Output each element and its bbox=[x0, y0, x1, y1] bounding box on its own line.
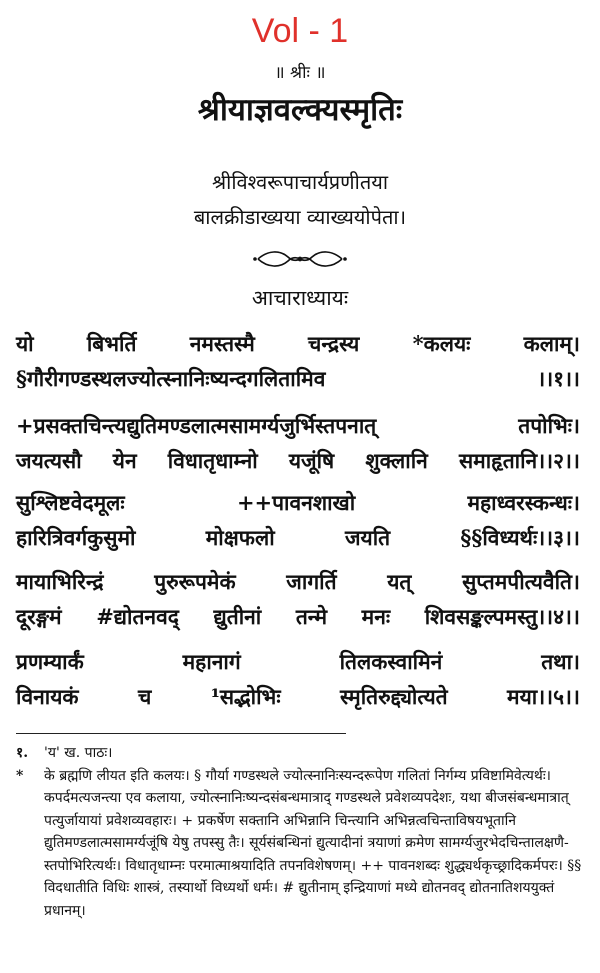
word: महाध्वरस्कन्धः। bbox=[467, 490, 580, 515]
page-title: श्रीयाज्ञवल्क्यस्मृतिः bbox=[197, 92, 403, 128]
word: मया।।५।। bbox=[507, 684, 580, 709]
word: च bbox=[137, 684, 152, 709]
verse-line bbox=[16, 326, 580, 361]
word: येन bbox=[112, 448, 137, 473]
word: *कलयः bbox=[412, 331, 471, 356]
word: विधातृधाम्नो bbox=[167, 448, 258, 473]
word: दूरङ्गमं bbox=[16, 604, 62, 629]
word: समाहृतानि।।२।। bbox=[458, 448, 580, 473]
word: मोक्षफलो bbox=[205, 525, 275, 550]
word: जयति bbox=[344, 525, 391, 550]
word: स्मृतिरुद्द्योत्यते bbox=[340, 684, 448, 709]
word: यजूंषि bbox=[288, 448, 335, 473]
word: सुप्तमपीत्यवैति। bbox=[462, 569, 580, 594]
word: शिवसङ्कल्पमस्तु।।४।। bbox=[424, 604, 580, 629]
word: विनायकं bbox=[16, 684, 79, 709]
subtitle-line-2: बालक्रीडाख्यया व्याख्ययोपेता। bbox=[193, 205, 407, 229]
word: §§विध्यर्थः।।३।। bbox=[460, 525, 580, 550]
word: चन्द्रस्य bbox=[308, 331, 360, 356]
word: द्युतीनां bbox=[213, 604, 262, 629]
footnote-text: 'य' ख. पाठः। bbox=[44, 745, 113, 761]
chapter-heading: आचाराध्यायः bbox=[251, 286, 349, 310]
verse-1 bbox=[16, 326, 580, 396]
word: बिभर्ति bbox=[86, 331, 137, 356]
word: +प्रसक्तचिन्त्यद्युतिमण्डलात्मसामर्ग्यजुर्भिस्तपनात् bbox=[16, 413, 377, 438]
subtitle-line-1: श्रीविश्वरूपाचार्यप्रणीतया bbox=[211, 170, 389, 194]
word: महानागं bbox=[182, 649, 241, 674]
word: तन्मे bbox=[295, 604, 328, 629]
word: ¹सद्भोभिः bbox=[210, 684, 281, 709]
verse-line bbox=[16, 443, 580, 478]
footnote bbox=[16, 742, 584, 765]
word: यत् bbox=[387, 569, 412, 594]
word: ++पावनशाखो bbox=[236, 490, 356, 515]
verse-line bbox=[16, 520, 580, 555]
word: तपोभिः। bbox=[518, 413, 580, 438]
footnotes bbox=[16, 742, 584, 922]
verse-4 bbox=[16, 564, 580, 634]
ornament-divider-icon bbox=[250, 248, 350, 270]
word: हारित्रिवर्गकुसुमो bbox=[16, 525, 136, 550]
footnote-divider bbox=[16, 733, 346, 734]
verse-3 bbox=[16, 485, 580, 555]
verse-line bbox=[16, 644, 580, 679]
word: तिलकस्वामिनं bbox=[339, 649, 443, 674]
word: मनः bbox=[361, 604, 391, 629]
verse-line bbox=[16, 599, 580, 634]
verse-line bbox=[16, 564, 580, 599]
word: पुरुरूपमेकं bbox=[154, 569, 236, 594]
footnote-mark: १. bbox=[16, 745, 29, 761]
volume-label: Vol - 1 bbox=[251, 12, 349, 50]
word: शुक्लानि bbox=[365, 448, 428, 473]
verse-line bbox=[16, 408, 580, 443]
footnote-mark: * bbox=[16, 767, 24, 784]
verse-line bbox=[16, 485, 580, 520]
footnote-text: के ब्रह्मणि लीयत इति कलयः। § गौर्या गण्डस्थले ज्योत्स्नानिःस्यन्दरूपेण गलितां निर्गम्य प्रविष्टामिवेत्यर्थः। कपर्दमत्यजन्त्या एव कलाया, ज्योत्स्नानिःष्यन्दसंबन्धमात्राद् गण्डस्थले प्रवेशव्यपदेशः, यथा बीजसंबन्धमात्रात् पत्युर्जायायां प्रवेशव्यवहारः। + प्रकर्षेण सक्तानि अभिन्नानि चिन्त्यानि अभिन्नत्वचिन्ताविषयभूतानि द्युतिमण्डलात्मसामर्ग्यजूंषि येषु तपस्सु तैः। सूर्यसंबन्धिनां द्युत्यादीनां त्रयाणां क्रमेण सामर्ग्यजुरभेदचिन्तालक्षणै-स्तपोभिरित्यर्थः। विधातृधाम्नः परमात्माश्रयादिति तपनविशेषणम्। ++ पावनशब्दः शुद्ध्यर्थकृच्छ्रादिकर्मपरः। §§ विदधातीति विधिः शास्त्रं, तस्यार्थो विध्यर्थो धर्मः। # द्युतीनाम् इन्द्रियाणां मध्ये द्योतनवद् द्योतनातिशययुक्तं प्रधानम्। bbox=[44, 767, 582, 919]
word: जयत्यसौ bbox=[16, 448, 82, 473]
word: यो bbox=[16, 331, 34, 356]
verse-line bbox=[16, 361, 580, 396]
verse-2 bbox=[16, 408, 580, 478]
footnote bbox=[16, 765, 584, 923]
verse-number: ।।१।। bbox=[537, 366, 580, 391]
word: जागर्ति bbox=[286, 569, 337, 594]
verse-5 bbox=[16, 644, 580, 714]
word: §गौरीगण्डस्थलज्योत्स्नानिःष्यन्दगलितामिव bbox=[16, 366, 326, 391]
word: सुश्लिष्टवेदमूलः bbox=[16, 490, 125, 515]
invocation: ॥ श्रीः ॥ bbox=[274, 63, 326, 83]
word: प्रणम्यार्कं bbox=[16, 649, 84, 674]
word: नमस्तस्मै bbox=[189, 331, 255, 356]
word: मायाभिरिन्द्रं bbox=[16, 569, 104, 594]
word: तथा। bbox=[541, 649, 580, 674]
word: #द्योतनवद् bbox=[96, 604, 179, 629]
verse-line bbox=[16, 679, 580, 714]
word: कलाम्। bbox=[523, 331, 580, 356]
